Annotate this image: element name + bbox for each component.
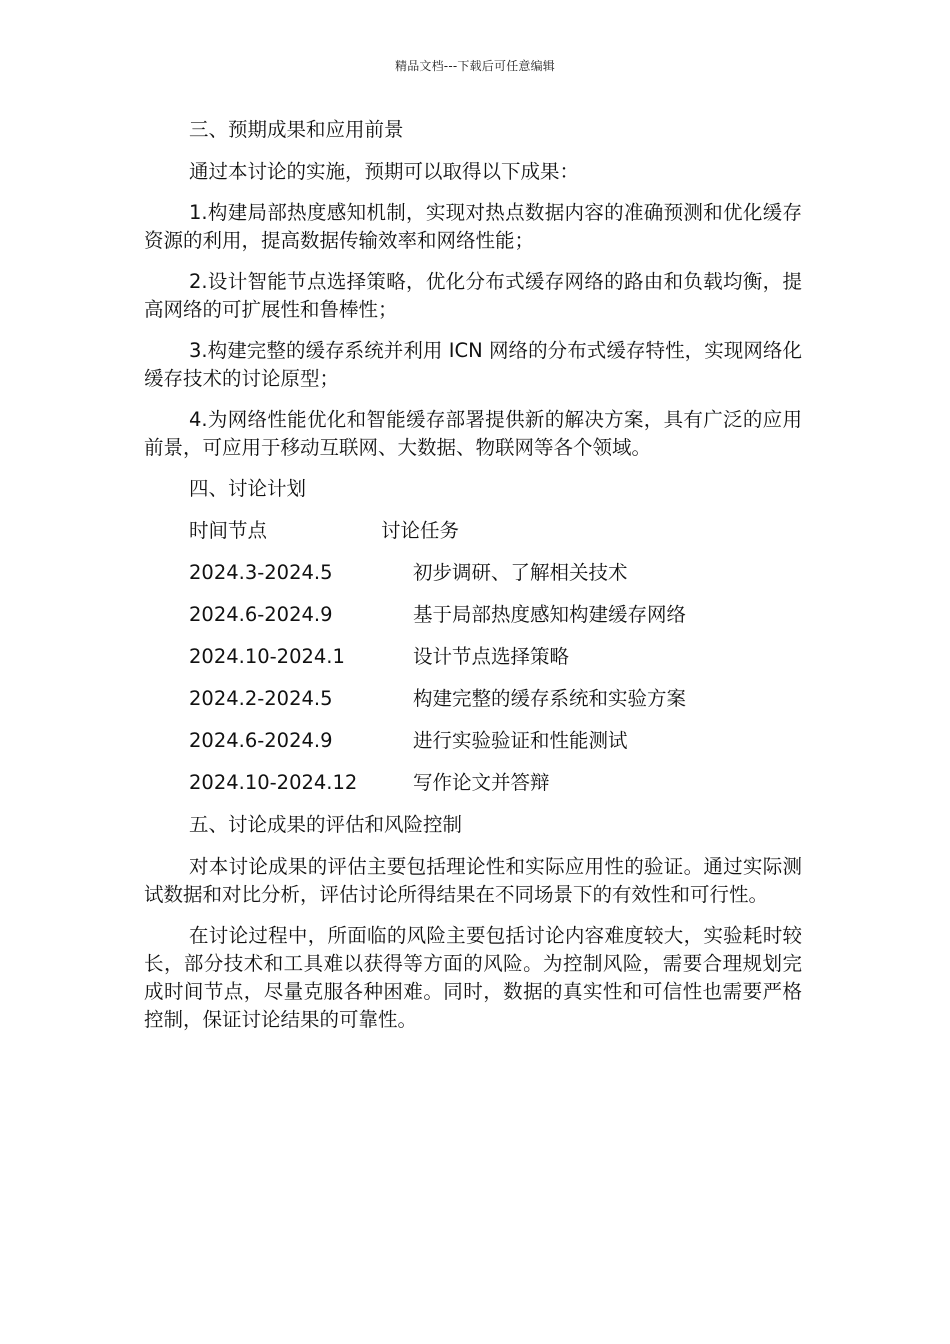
- schedule-row: [144, 769, 802, 797]
- schedule-task: 基于局部热度感知构建缓存网络: [413, 603, 687, 626]
- schedule-task: 写作论文并答辩: [413, 771, 550, 794]
- schedule-header-task: 讨论任务: [381, 519, 460, 542]
- document-body: [144, 116, 802, 1047]
- schedule-time: 2024.10-2024.12: [189, 771, 358, 794]
- evaluation-paragraph: 对本讨论成果的评估主要包括理论性和实际应用性的验证。通过实际测试数据和对比分析，评估讨论所得结果在不同场景下的有效性和可行性。: [144, 855, 802, 906]
- schedule-task: 设计节点选择策略: [413, 645, 570, 668]
- outcome-item-3: 3.构建完整的缓存系统并利用 ICN 网络的分布式缓存特性，实现网络化缓存技术的讨论原型；: [144, 339, 802, 390]
- section-3-title: 三、预期成果和应用前景: [189, 118, 404, 141]
- outcome-item-1: 1.构建局部热度感知机制，实现对热点数据内容的准确预测和优化缓存资源的利用，提高数据传输效率和网络性能；: [144, 201, 802, 252]
- schedule-row: [144, 559, 802, 587]
- schedule-row: [144, 685, 802, 713]
- section-3-intro: 通过本讨论的实施，预期可以取得以下成果：: [189, 160, 580, 183]
- section-4-title: 四、讨论计划: [189, 477, 307, 500]
- schedule-header: [144, 517, 802, 545]
- schedule-task: 初步调研、了解相关技术: [413, 561, 628, 584]
- schedule-time: 2024.10-2024.1: [189, 645, 345, 668]
- schedule-time: 2024.2-2024.5: [189, 687, 333, 710]
- schedule-header-time: 时间节点: [189, 519, 268, 542]
- schedule-time: 2024.3-2024.5: [189, 561, 333, 584]
- schedule-row: [144, 601, 802, 629]
- risk-paragraph: 在讨论过程中，所面临的风险主要包括讨论内容难度较大，实验耗时较长，部分技术和工具难以获得等方面的风险。为控制风险，需要合理规划完成时间节点，尽量克服各种困难。同时，数据的真实性和可信性也需要严格控制，保证讨论结果的可靠性。: [144, 924, 802, 1031]
- section-5-title: 五、讨论成果的评估和风险控制: [189, 813, 463, 836]
- schedule-row: [144, 643, 802, 671]
- schedule-time: 2024.6-2024.9: [189, 603, 333, 626]
- page-header: 精品文档---下载后可任意编辑: [395, 59, 555, 73]
- schedule-task: 进行实验验证和性能测试: [413, 729, 628, 752]
- outcome-item-2: 2.设计智能节点选择策略，优化分布式缓存网络的路由和负载均衡，提高网络的可扩展性和鲁棒性；: [144, 270, 802, 321]
- schedule-time: 2024.6-2024.9: [189, 729, 333, 752]
- outcome-item-4: 4.为网络性能优化和智能缓存部署提供新的解决方案，具有广泛的应用前景，可应用于移动互联网、大数据、物联网等各个领域。: [144, 408, 802, 459]
- schedule-row: [144, 727, 802, 755]
- schedule-task: 构建完整的缓存系统和实验方案: [413, 687, 687, 710]
